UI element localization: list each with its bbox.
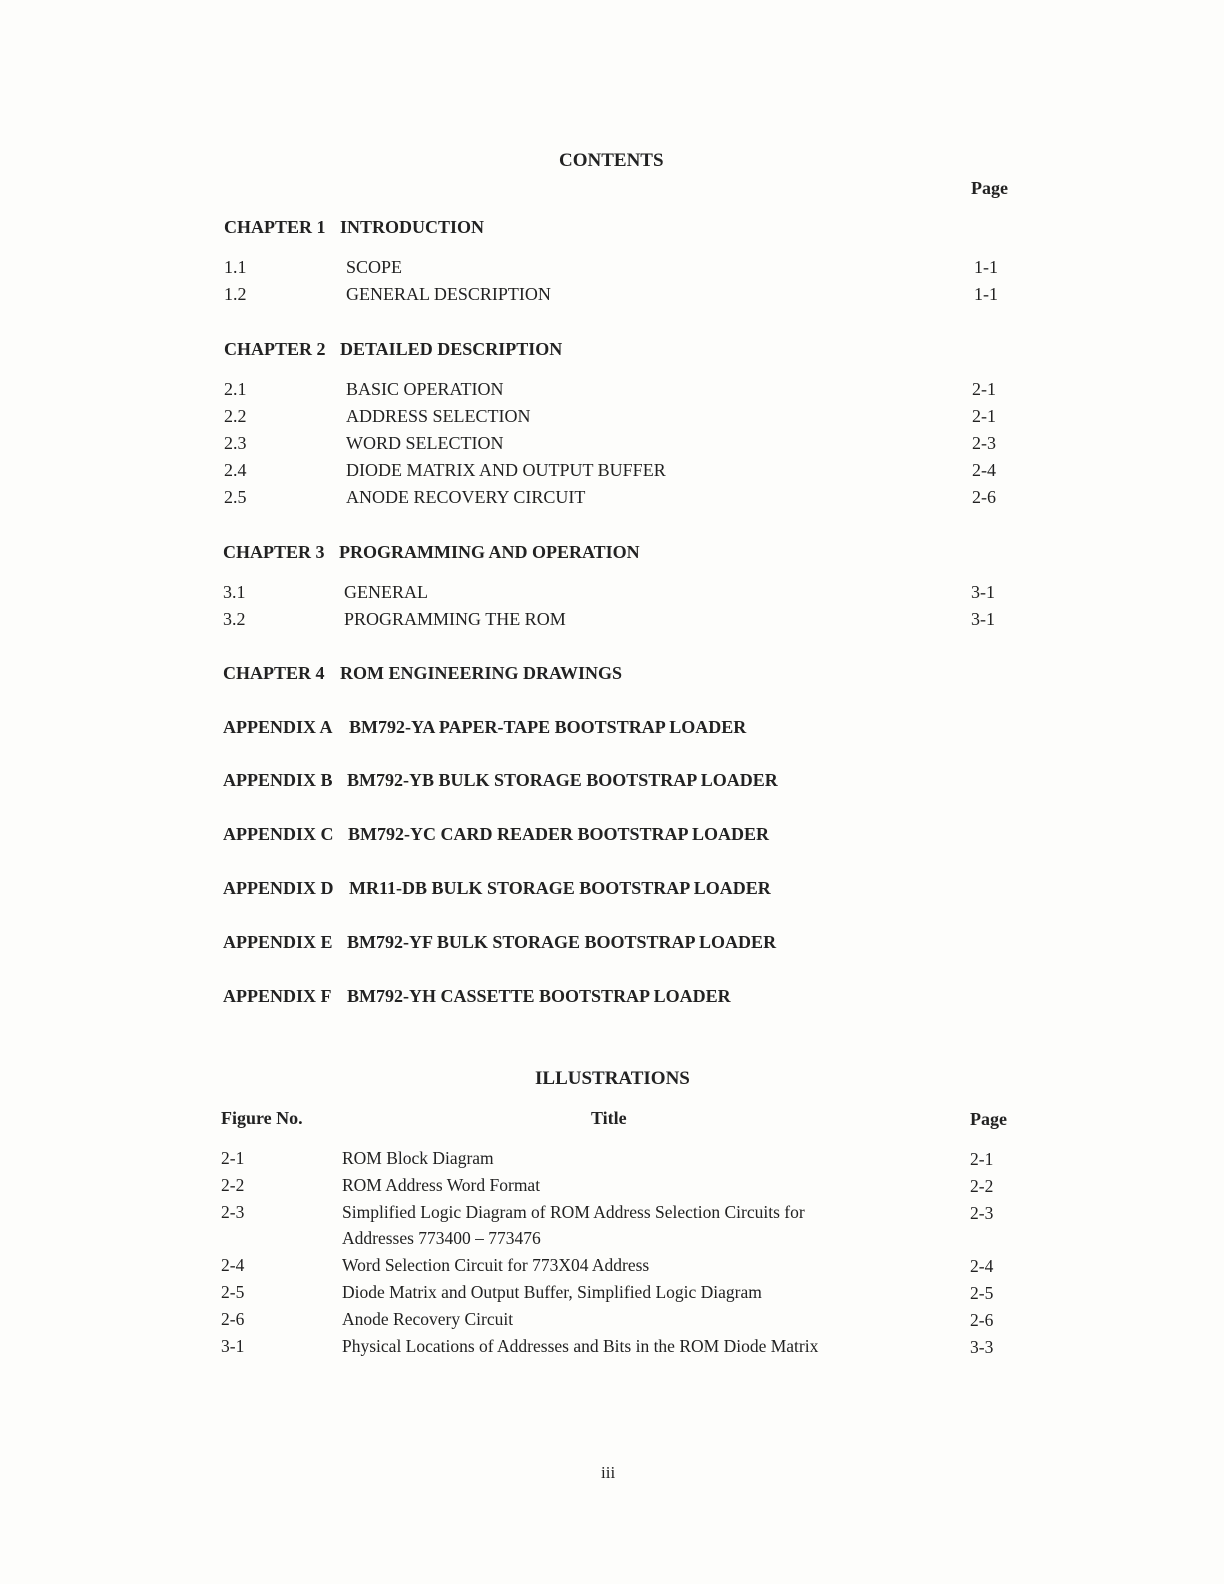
section-page: 3-1 — [971, 582, 995, 602]
figure-title: Simplified Logic Diagram of ROM Address Selection Circuits for — [342, 1202, 805, 1222]
section-page: 1-1 — [974, 257, 998, 277]
section-page: 2-3 — [972, 433, 996, 453]
appendix-c-label: APPENDIX C — [223, 824, 334, 844]
figure-title: Word Selection Circuit for 773X04 Address — [342, 1255, 650, 1275]
figure-page-header: Page — [970, 1109, 1007, 1129]
section-number: 3.2 — [223, 609, 246, 629]
section-number: 1.1 — [224, 257, 247, 277]
figure-title: ROM Block Diagram — [342, 1148, 494, 1168]
figure-number: 2-6 — [221, 1309, 245, 1329]
chapter-3-label: CHAPTER 3 — [223, 542, 325, 562]
section-number: 3.1 — [223, 582, 246, 602]
section-page: 2-1 — [972, 406, 996, 426]
section-title: SCOPE — [346, 257, 403, 277]
section-number: 1.2 — [224, 284, 247, 304]
section-page: 1-1 — [974, 284, 998, 304]
appendix-a-label: APPENDIX A — [223, 717, 333, 737]
appendix-d-label: APPENDIX D — [223, 878, 334, 898]
chapter-1-label: CHAPTER 1 — [224, 217, 326, 237]
appendix-e-title: BM792-YF BULK STORAGE BOOTSTRAP LOADER — [347, 932, 777, 952]
contents-page-header: Page — [971, 178, 1008, 198]
figure-title-header: Title — [591, 1108, 627, 1128]
figure-page: 2-1 — [970, 1149, 994, 1169]
section-title: BASIC OPERATION — [346, 379, 504, 399]
appendix-e-label: APPENDIX E — [223, 932, 333, 952]
figure-title: ROM Address Word Format — [342, 1175, 541, 1195]
section-title: ANODE RECOVERY CIRCUIT — [346, 487, 586, 507]
figure-page: 2-6 — [970, 1310, 994, 1330]
figure-title-continued: Addresses 773400 – 773476 — [342, 1228, 541, 1248]
chapter-2-title: DETAILED DESCRIPTION — [340, 339, 563, 359]
appendix-b-title: BM792-YB BULK STORAGE BOOTSTRAP LOADER — [347, 770, 778, 790]
appendix-c-title: BM792-YC CARD READER BOOTSTRAP LOADER — [348, 824, 770, 844]
figure-page: 2-2 — [970, 1176, 994, 1196]
section-page: 2-4 — [972, 460, 996, 480]
figure-number: 2-2 — [221, 1175, 245, 1195]
figure-number: 2-4 — [221, 1255, 245, 1275]
contents-title: CONTENTS — [559, 150, 664, 171]
section-number: 2.5 — [224, 487, 247, 507]
figure-number: 3-1 — [221, 1336, 245, 1356]
appendix-b-label: APPENDIX B — [223, 770, 333, 790]
appendix-f-title: BM792-YH CASSETTE BOOTSTRAP LOADER — [347, 986, 731, 1006]
section-title: GENERAL DESCRIPTION — [346, 284, 551, 304]
figure-number: 2-3 — [221, 1202, 245, 1222]
illustrations-title: ILLUSTRATIONS — [535, 1068, 690, 1089]
section-title: PROGRAMMING THE ROM — [344, 609, 566, 629]
chapter-2-label: CHAPTER 2 — [224, 339, 326, 359]
figure-number: 2-1 — [221, 1148, 245, 1168]
section-title: ADDRESS SELECTION — [346, 406, 531, 426]
appendix-d-title: MR11-DB BULK STORAGE BOOTSTRAP LOADER — [349, 878, 771, 898]
section-title: WORD SELECTION — [346, 433, 504, 453]
section-page: 3-1 — [971, 609, 995, 629]
figure-page: 2-4 — [970, 1256, 994, 1276]
figure-number-header: Figure No. — [221, 1108, 303, 1128]
chapter-1-title: INTRODUCTION — [340, 217, 485, 237]
chapter-3-title: PROGRAMMING AND OPERATION — [339, 542, 640, 562]
chapter-4-label: CHAPTER 4 — [223, 663, 325, 683]
figure-title: Diode Matrix and Output Buffer, Simplified Logic Diagram — [342, 1282, 762, 1302]
section-title: GENERAL — [344, 582, 428, 602]
section-page: 2-1 — [972, 379, 996, 399]
section-title: DIODE MATRIX AND OUTPUT BUFFER — [346, 460, 666, 480]
section-page: 2-6 — [972, 487, 996, 507]
appendix-f-label: APPENDIX F — [223, 986, 332, 1006]
figure-title: Anode Recovery Circuit — [342, 1309, 514, 1329]
figure-number: 2-5 — [221, 1282, 245, 1302]
chapter-4-title: ROM ENGINEERING DRAWINGS — [340, 663, 623, 683]
figure-page: 2-3 — [970, 1203, 994, 1223]
appendix-a-title: BM792-YA PAPER-TAPE BOOTSTRAP LOADER — [349, 717, 747, 737]
section-number: 2.1 — [224, 379, 247, 399]
section-number: 2.3 — [224, 433, 247, 453]
figure-page: 3-3 — [970, 1337, 994, 1357]
figure-title: Physical Locations of Addresses and Bits in the ROM Diode Matrix — [342, 1336, 819, 1356]
page-number: iii — [601, 1463, 616, 1482]
section-number: 2.4 — [224, 460, 247, 480]
figure-page: 2-5 — [970, 1283, 994, 1303]
section-number: 2.2 — [224, 406, 247, 426]
